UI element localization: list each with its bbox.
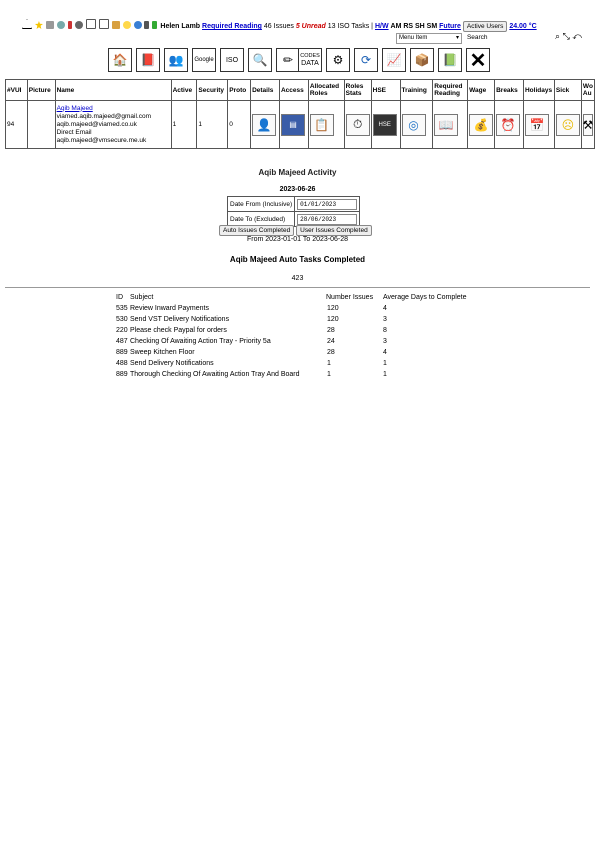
proto-cell: 0 bbox=[228, 101, 251, 149]
row-id: 889 bbox=[116, 371, 128, 378]
col-security: Security bbox=[197, 80, 228, 101]
row-subject: Sweep Kitchen Floor bbox=[130, 349, 195, 356]
date-range-text: From 2023-01-01 To 2023-06-28 bbox=[246, 236, 349, 243]
row-number: 120 bbox=[327, 316, 339, 323]
row-avg: 3 bbox=[383, 338, 387, 345]
date-from-label: Date From (Inclusive) bbox=[228, 197, 295, 212]
col-vui: #VUI bbox=[6, 80, 28, 101]
row-avg: 4 bbox=[383, 349, 387, 356]
table-row bbox=[6, 101, 595, 149]
window-icon[interactable] bbox=[99, 19, 109, 29]
roles-icon[interactable]: 📋 bbox=[310, 114, 334, 136]
top-bar bbox=[22, 19, 595, 31]
tool-icons bbox=[555, 31, 582, 42]
header-number-issues: Number Issues bbox=[326, 294, 374, 301]
edit-icon[interactable]: ✏ bbox=[276, 48, 300, 72]
row-subject: Please check Paypal for orders bbox=[130, 327, 227, 334]
home-icon[interactable]: 🏠 bbox=[108, 48, 132, 72]
mail-icon[interactable] bbox=[112, 21, 120, 29]
wage-cell bbox=[468, 101, 495, 149]
col-picture: Picture bbox=[27, 80, 55, 101]
header-id: ID bbox=[116, 294, 123, 301]
staff-table bbox=[5, 79, 595, 149]
col-required-reading: Required Reading bbox=[433, 80, 468, 101]
col-allocated-roles: Allocated Roles bbox=[308, 80, 344, 101]
user-issues-completed-button[interactable]: User Issues Completed bbox=[296, 225, 372, 236]
users-icon[interactable]: 👥 bbox=[164, 48, 188, 72]
col-roles-stats: Roles Stats bbox=[344, 80, 371, 101]
google-icon[interactable] bbox=[192, 48, 216, 72]
row-avg: 1 bbox=[383, 360, 387, 367]
chart-icon[interactable]: 📈 bbox=[382, 48, 406, 72]
col-training: Training bbox=[400, 80, 433, 101]
star-icon[interactable] bbox=[35, 21, 43, 29]
sick-cell bbox=[554, 101, 581, 149]
row-avg: 4 bbox=[383, 305, 387, 312]
codes-data-icon[interactable] bbox=[298, 48, 322, 72]
unread-count[interactable]: 5 Unread bbox=[295, 23, 326, 30]
date-range-form bbox=[227, 196, 360, 227]
user-codes: AM RS SH SM bbox=[390, 23, 438, 30]
stats-clock-icon[interactable]: ⏱ bbox=[346, 114, 370, 136]
training-cell bbox=[400, 101, 433, 149]
details-cell bbox=[251, 101, 280, 149]
row-id: 220 bbox=[116, 327, 128, 334]
staff-table-header bbox=[6, 80, 595, 101]
row-subject: Review Inward Payments bbox=[130, 305, 209, 312]
email-2: aqib.majeed@viamed.co.uk bbox=[56, 120, 137, 128]
resize-icon[interactable]: ⤡ bbox=[562, 31, 570, 41]
col-name: Name bbox=[55, 80, 171, 101]
temperature-link[interactable]: 24.00 °C bbox=[509, 23, 537, 30]
col-holidays: Holidays bbox=[523, 80, 554, 101]
iso-label: ISO bbox=[225, 56, 239, 64]
codes-label: CODES bbox=[300, 53, 320, 59]
col-proto: Proto bbox=[228, 80, 251, 101]
future-link[interactable]: Future bbox=[439, 23, 461, 30]
header-subject: Subject bbox=[130, 294, 154, 301]
name-cell bbox=[55, 101, 171, 149]
col-details: Details bbox=[251, 80, 280, 101]
activity-date: 2023-06-26 bbox=[279, 186, 316, 193]
email-1: viamed.aqib.majeed@gmail.com bbox=[56, 112, 151, 120]
person-details-icon[interactable]: 👤 bbox=[252, 114, 276, 136]
security-cell: 1 bbox=[197, 101, 228, 149]
print-icon[interactable] bbox=[46, 21, 54, 29]
globe-icon[interactable] bbox=[57, 21, 65, 29]
direct-email-label: Direct Email bbox=[56, 128, 92, 136]
activity-title: Aqib Majeed Activity bbox=[258, 168, 337, 177]
breaks-cell bbox=[495, 101, 524, 149]
auto-tasks-total: 423 bbox=[291, 275, 304, 282]
date-from-input[interactable] bbox=[297, 199, 357, 210]
col-active: Active bbox=[171, 80, 197, 101]
row-id: 535 bbox=[116, 305, 128, 312]
issue-buttons bbox=[219, 225, 372, 236]
issues-count: 46 Issues bbox=[263, 23, 294, 30]
row-id: 488 bbox=[116, 360, 128, 367]
zoom-icon[interactable]: ⌕ bbox=[555, 31, 561, 41]
ie-icon[interactable] bbox=[134, 21, 142, 29]
row-subject: Send VST Delivery Notifications bbox=[130, 316, 230, 323]
warning-icon[interactable] bbox=[22, 19, 32, 29]
required-reading-cell bbox=[433, 101, 468, 149]
row-number: 24 bbox=[327, 338, 335, 345]
row-number: 1 bbox=[327, 360, 331, 367]
undo-icon[interactable]: ↶ bbox=[572, 31, 582, 41]
holiday-calendar-icon[interactable]: 📅 bbox=[525, 114, 549, 136]
books-icon[interactable]: 📗 bbox=[438, 48, 462, 72]
col-hse: HSE bbox=[371, 80, 400, 101]
email-3: aqib.majeed@vmsecure.me.uk bbox=[56, 136, 147, 144]
col-access: Access bbox=[279, 80, 308, 101]
active-users-button[interactable]: Active Users bbox=[463, 21, 507, 32]
staff-name-link[interactable]: Aqib Majeed bbox=[56, 104, 93, 112]
row-avg: 3 bbox=[383, 316, 387, 323]
battery-icon[interactable] bbox=[152, 21, 157, 29]
row-number: 1 bbox=[327, 371, 331, 378]
box-icon[interactable]: 📦 bbox=[410, 48, 434, 72]
col-breaks: Breaks bbox=[495, 80, 524, 101]
sick-face-icon[interactable]: ☹ bbox=[556, 114, 580, 136]
row-avg: 1 bbox=[383, 371, 387, 378]
row-id: 889 bbox=[116, 349, 128, 356]
access-card-icon[interactable]: ▤ bbox=[281, 114, 305, 136]
person-icon[interactable] bbox=[144, 21, 149, 29]
row-number: 28 bbox=[327, 327, 335, 334]
col-wage: Wage bbox=[468, 80, 495, 101]
header-average-days: Average Days to Complete bbox=[383, 294, 467, 301]
required-reading-link[interactable]: Required Reading bbox=[202, 23, 262, 30]
active-cell: 1 bbox=[171, 101, 197, 149]
divider bbox=[5, 287, 590, 288]
row-subject: Thorough Checking Of Awaiting Action Tray And Board bbox=[130, 371, 300, 378]
settings-icon[interactable] bbox=[75, 21, 83, 29]
access-cell bbox=[279, 101, 308, 149]
iso-icon[interactable] bbox=[220, 48, 244, 72]
bulb-icon[interactable] bbox=[123, 21, 131, 29]
col-sick: Sick bbox=[554, 80, 581, 101]
calendar-icon[interactable] bbox=[86, 19, 96, 29]
wo-au-cell bbox=[581, 101, 594, 149]
book-icon[interactable]: 📕 bbox=[136, 48, 160, 72]
row-avg: 8 bbox=[383, 327, 387, 334]
picture-cell bbox=[27, 101, 55, 149]
magnifier-icon[interactable]: 🔍 bbox=[248, 48, 272, 72]
hw-link[interactable]: H/W bbox=[374, 23, 389, 30]
current-user: Helen Lamb bbox=[160, 23, 201, 30]
open-book-icon[interactable]: 📖 bbox=[434, 114, 458, 136]
iso-tasks: 13 ISO Tasks | bbox=[327, 23, 373, 30]
roles-stats-cell bbox=[344, 101, 371, 149]
money-icon[interactable]: 💰 bbox=[469, 114, 493, 136]
training-icon[interactable]: ◎ bbox=[402, 114, 426, 136]
date-to-label: Date To (Excluded) bbox=[228, 212, 295, 227]
google-label: Google bbox=[194, 57, 214, 63]
search-button[interactable]: Search bbox=[466, 34, 488, 41]
row-number: 120 bbox=[327, 305, 339, 312]
col-wo-au: Wo Au bbox=[581, 80, 594, 101]
date-to-input[interactable] bbox=[297, 214, 357, 225]
vui-cell: 94 bbox=[6, 101, 28, 149]
row-id: 487 bbox=[116, 338, 128, 345]
data-label: DATA bbox=[301, 60, 319, 67]
auto-tasks-title: Aqib Majeed Auto Tasks Completed bbox=[229, 255, 366, 264]
allocated-roles-cell bbox=[308, 101, 344, 149]
menu-search-row bbox=[396, 33, 488, 44]
row-subject: Checking Of Awaiting Action Tray - Priority 5a bbox=[130, 338, 271, 345]
menu-item-select[interactable]: Menu Item ▾ bbox=[396, 33, 462, 44]
close-icon[interactable]: ✕ bbox=[466, 48, 490, 72]
row-subject: Send Delivery Notifications bbox=[130, 360, 214, 367]
hse-cell bbox=[371, 101, 400, 149]
auto-issues-completed-button[interactable]: Auto Issues Completed bbox=[219, 225, 294, 236]
refresh-icon[interactable]: ⟳ bbox=[354, 48, 378, 72]
row-id: 530 bbox=[116, 316, 128, 323]
pin-icon[interactable] bbox=[68, 21, 72, 29]
hse-icon[interactable]: HSE bbox=[373, 114, 397, 136]
gears-icon[interactable]: ⚙ bbox=[326, 48, 350, 72]
alarm-clock-icon[interactable]: ⏰ bbox=[496, 114, 520, 136]
holidays-cell bbox=[523, 101, 554, 149]
work-icon[interactable]: ⚒ bbox=[583, 114, 593, 136]
row-number: 28 bbox=[327, 349, 335, 356]
date-from-cell bbox=[295, 197, 360, 212]
